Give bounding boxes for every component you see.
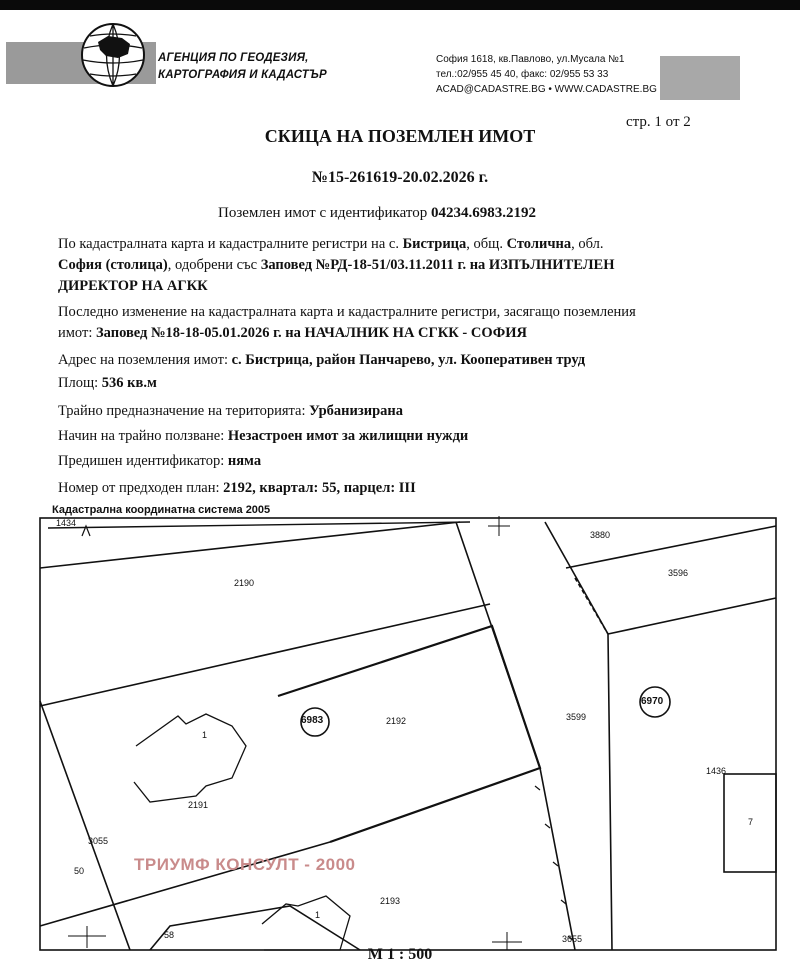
text-span: Предишен идентификатор: [58, 453, 228, 469]
purpose-line [58, 403, 403, 420]
agency-contact [436, 52, 657, 97]
building-label: 1 [315, 910, 321, 920]
contact-band [660, 56, 740, 100]
parcel-label: 50 [74, 866, 85, 876]
cadastre-line-2 [58, 257, 615, 274]
cadastre-line-1 [58, 236, 604, 253]
page-number: стр. 1 от 2 [626, 114, 691, 130]
address-line [58, 352, 585, 369]
text-bold: Столична [506, 236, 572, 252]
usage-line [58, 428, 468, 445]
text-bold: Незастроен имот за жилищни нужди [227, 428, 469, 444]
text-bold: Заповед №18-18-05.01.2026 г. на НАЧАЛНИК НА СГКК - СОФИЯ [96, 325, 527, 341]
agency-phone-fax: тел.:02/955 45 40, факс: 02/955 53 33 [436, 69, 609, 80]
agency-line-1: АГЕНЦИЯ ПО ГЕОДЕЗИЯ, [158, 52, 309, 64]
parcel-identifier [218, 205, 536, 222]
boundary-3596-south [608, 598, 776, 634]
text-bold: ДИРЕКТОР НА АГКК [58, 278, 208, 294]
parcel-label: 3655 [562, 934, 583, 944]
building-label: 7 [748, 817, 754, 827]
boundary-1434 [40, 522, 460, 568]
text-span: Адрес на поземления имот: [58, 352, 232, 368]
text-span: , обл. [571, 236, 604, 252]
grid-crosses [68, 516, 522, 950]
boundary-58 [150, 906, 360, 950]
agency-address: София 1618, кв.Павлово, ул.Мусала №1 [436, 54, 625, 65]
building-2193 [262, 896, 350, 950]
boundary-2190-south [40, 604, 490, 706]
text-bold: 2192, квартал: 55, парцел: III [223, 480, 416, 496]
text-span: Номер от предходен план: [58, 480, 224, 496]
parcel-label: 2193 [380, 896, 401, 906]
building-2191 [134, 714, 246, 802]
text-bold: 536 кв.м [101, 375, 157, 391]
parcel-label: 3055 [88, 836, 109, 846]
text-span: Площ: [58, 375, 102, 391]
previous-plan-line [58, 480, 416, 497]
agency-line-2: КАРТОГРАФИЯ И КАДАСТЪР [158, 69, 327, 81]
parcel-badge-6983: 6983 [301, 715, 324, 726]
parcel-badge-6970: 6970 [641, 696, 664, 707]
ident-value: 04234.6983.2192 [430, 205, 536, 221]
parcel-label: 3599 [566, 712, 587, 722]
sketch-frame [40, 518, 776, 950]
ident-prefix: Поземлен имот с идентификатор [218, 205, 431, 221]
text-span: Последно изменение на кадастралната карта и кадастралните регистри, засягащо поземления [58, 304, 636, 320]
coordinate-system-label: Кадастрална координатна система 2005 [52, 504, 271, 516]
parcel-label: 3596 [668, 568, 689, 578]
text-bold: Бистрица [402, 236, 467, 252]
text-span: , одобрени със [167, 257, 261, 273]
parcel-label: 3880 [590, 530, 611, 540]
parcel-label-2192: 2192 [386, 716, 407, 726]
building-label: 1 [202, 730, 208, 740]
parcel-2192-outline [278, 626, 540, 842]
area-line [58, 375, 157, 392]
parcel-label: 2191 [188, 800, 209, 810]
boundary-street-west [456, 522, 575, 950]
parcel-label: 1436 [706, 766, 727, 776]
top-scan-border [0, 0, 800, 10]
agency-email-web: ACAD@CADASTRE.BG • WWW.CADASTRE.BG [436, 84, 657, 95]
text-bold: София (столица) [58, 257, 168, 273]
document-title: СКИЦА НА ПОЗЕМЛЕН ИМОТ [264, 126, 536, 146]
text-span: Трайно предназначение на територията: [58, 403, 310, 419]
text-bold: с. Бистрица, район Панчарево, ул. Кооперативен труд [231, 352, 586, 368]
parcel-label: 58 [164, 930, 175, 940]
boundary-ticks [82, 526, 573, 940]
text-span: имот: [58, 325, 96, 341]
agency-name [158, 50, 327, 84]
last-change-line-1 [58, 304, 636, 321]
text-span: Начин на трайно ползване: [58, 428, 228, 444]
text-span: По кадастралната карта и кадастралните регистри на с. [58, 236, 403, 252]
last-change-line-2 [58, 325, 527, 342]
previous-id-line [58, 453, 261, 470]
text-bold: Урбанизирана [309, 403, 403, 419]
boundary-street-east [545, 522, 612, 950]
text-span: , общ. [466, 236, 507, 252]
text-bold: няма [227, 453, 262, 469]
parcel-label: 2190 [234, 578, 255, 588]
globe-map-icon [78, 20, 148, 90]
watermark: ТРИУМФ КОНСУЛТ - 2000 [134, 855, 356, 874]
cadastre-line-3 [58, 278, 208, 295]
text-bold: Заповед №РД-18-51/03.11.2011 г. на ИЗПЪЛНИТЕЛЕН [260, 257, 615, 273]
parcel-label: 1434 [56, 518, 77, 528]
map-scale: М 1 : 500 [367, 946, 433, 963]
document-number: №15-261619-20.02.2026 г. [311, 169, 489, 186]
